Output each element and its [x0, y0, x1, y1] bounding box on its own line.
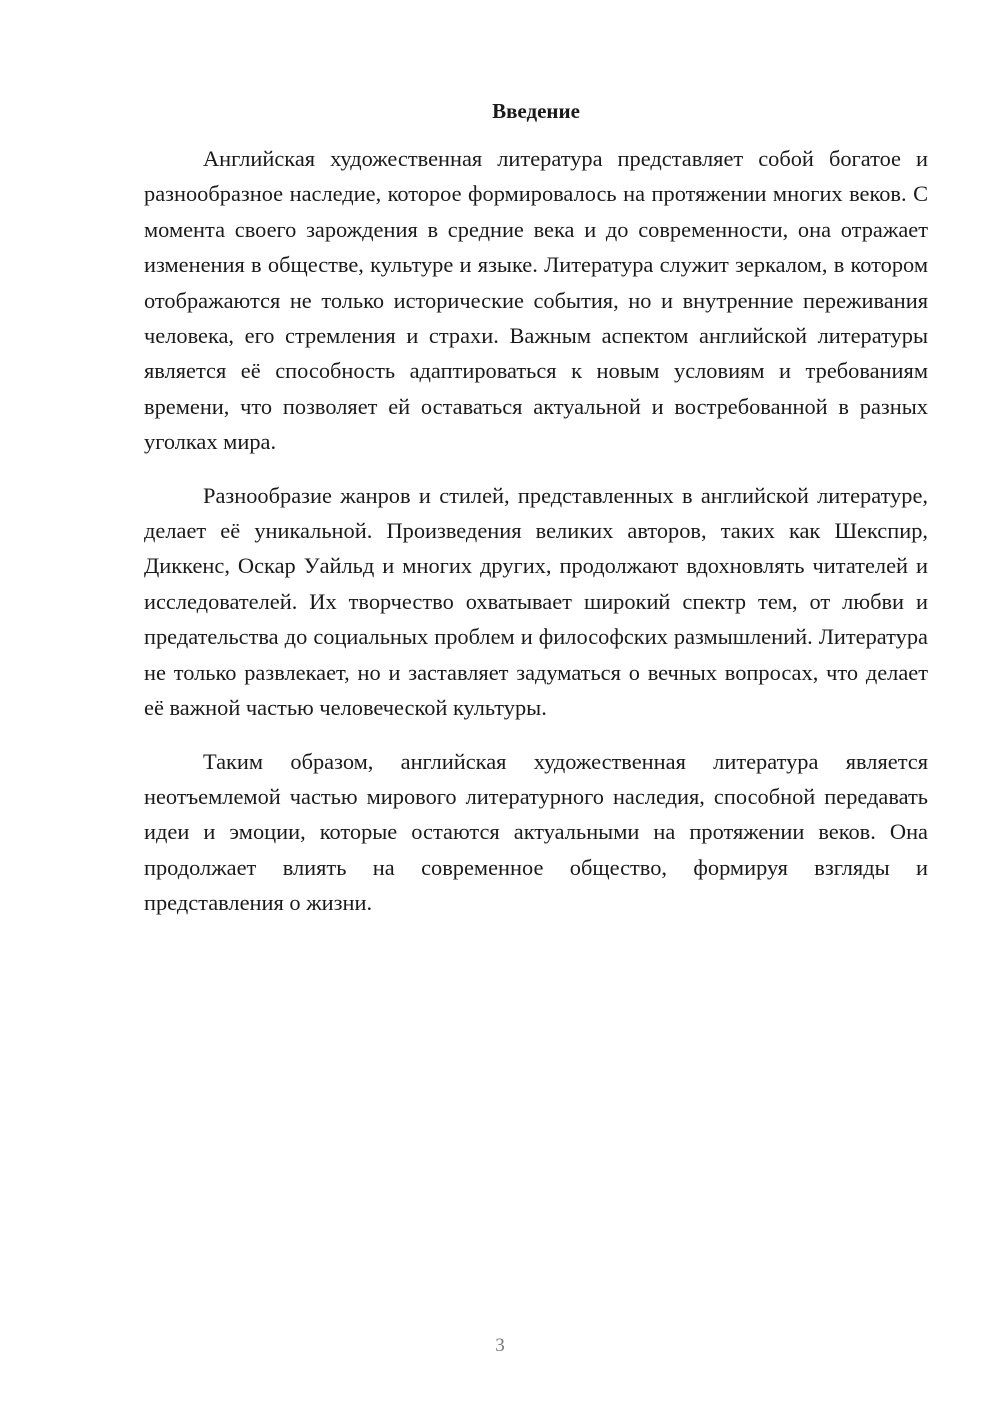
- paragraph-2: Разнообразие жанров и стилей, представленных в английской литературе, делает её уникальной. Произведения великих авторов, таких как Шекспир, Диккенс, Оскар Уайльд и многих других, продолжают вдохновлять читателей и исследователей. Их творчество охватывает широкий спектр тем, от любви и предательства до социальных проблем и философских размышлений. Литература не только развлекает, но и заставляет задуматься о вечных вопросах, что делает её важной частью человеческой культуры.: [144, 482, 928, 721]
- paragraph-3: Таким образом, английская художественная литература является неотъемлемой частью мирового литературного наследия, способной передавать идеи и эмоции, которые остаются актуальными на протяжении веков. Она продолжает влиять на современное общество, формируя взгляды и представления о жизни.: [144, 748, 928, 916]
- page-number: 3: [495, 1335, 505, 1356]
- paragraph-1: Английская художественная литература представляет собой богатое и разнообразное наследие, которое формировалось на протяжении многих веков. С момента своего зарождения в средние века и до современности, она отражает изменения в обществе, культуре и языке. Литература служит зеркалом, в котором отображаются не только исторические события, но и внутренние переживания человека, его стремления и страхи. Важным аспектом английской литературы является её способность адаптироваться к новым условиям и требованиям времени, что позволяет ей оставаться актуальной и востребованной в разных уголках мира.: [144, 146, 928, 455]
- body-text: [144, 141, 928, 939]
- page-title: Введение: [492, 99, 580, 123]
